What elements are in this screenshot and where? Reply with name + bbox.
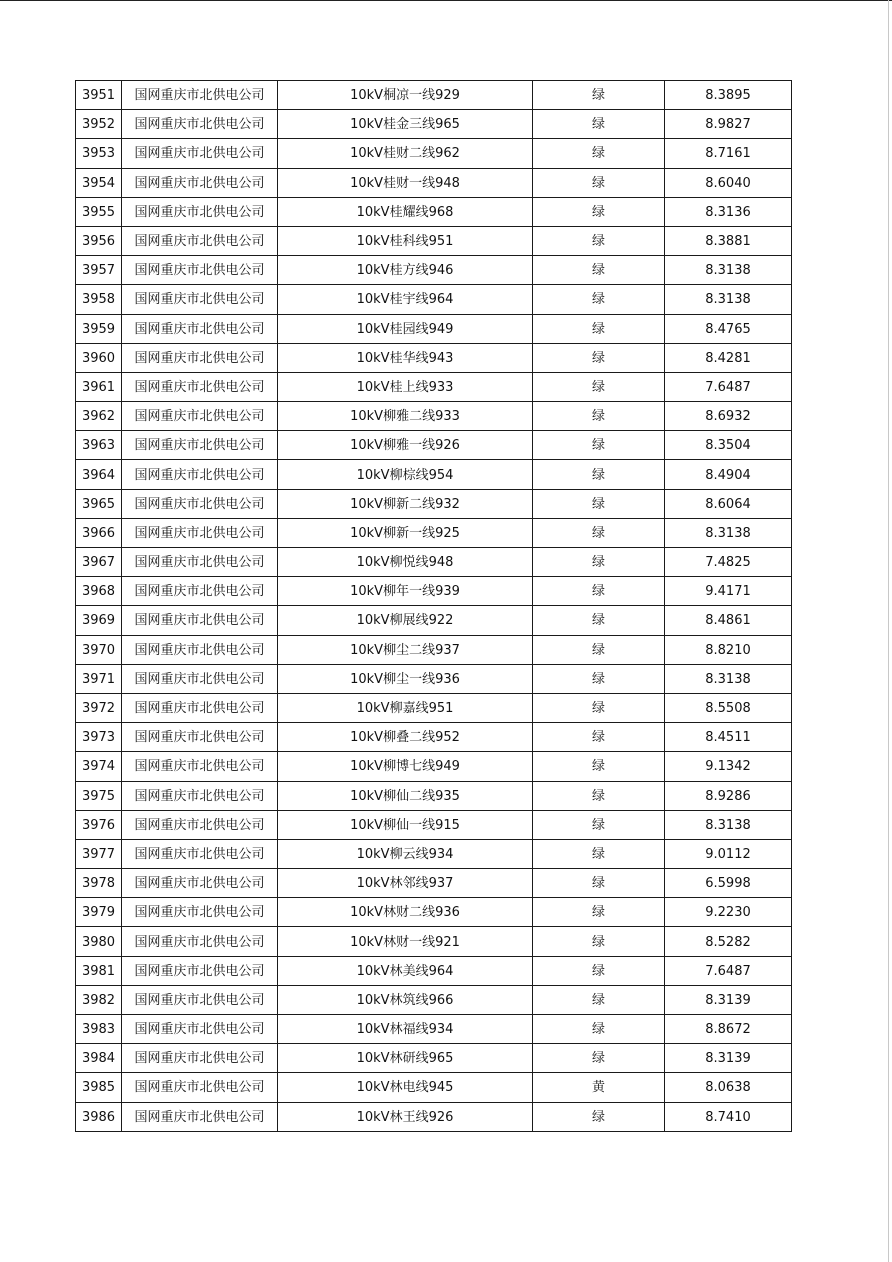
company-cell: 国网重庆市北供电公司 bbox=[122, 723, 278, 752]
feeder-line-cell: 10kV柳新一线925 bbox=[278, 518, 533, 547]
table-row bbox=[76, 927, 792, 956]
feeder-line-cell: 10kV柳新二线932 bbox=[278, 489, 533, 518]
feeder-table bbox=[75, 80, 792, 1132]
feeder-line-cell: 10kV桂华线943 bbox=[278, 343, 533, 372]
table-row bbox=[76, 285, 792, 314]
table-row bbox=[76, 139, 792, 168]
status-cell: 绿 bbox=[533, 431, 665, 460]
feeder-line-cell: 10kV柳尘二线937 bbox=[278, 635, 533, 664]
value-cell: 9.2230 bbox=[665, 898, 792, 927]
status-cell: 绿 bbox=[533, 110, 665, 139]
table-row bbox=[76, 489, 792, 518]
table-row bbox=[76, 693, 792, 722]
value-cell: 8.3136 bbox=[665, 197, 792, 226]
feeder-line-cell: 10kV林王线926 bbox=[278, 1102, 533, 1131]
value-cell: 8.4765 bbox=[665, 314, 792, 343]
table-row bbox=[76, 402, 792, 431]
value-cell: 9.0112 bbox=[665, 839, 792, 868]
table-row bbox=[76, 226, 792, 255]
value-cell: 8.4281 bbox=[665, 343, 792, 372]
table-row bbox=[76, 1073, 792, 1102]
company-cell: 国网重庆市北供电公司 bbox=[122, 1102, 278, 1131]
table-row bbox=[76, 1044, 792, 1073]
feeder-line-cell: 10kV桂上线933 bbox=[278, 372, 533, 401]
feeder-line-cell: 10kV柳展线922 bbox=[278, 606, 533, 635]
status-cell: 绿 bbox=[533, 460, 665, 489]
table-row bbox=[76, 518, 792, 547]
company-cell: 国网重庆市北供电公司 bbox=[122, 635, 278, 664]
table-row bbox=[76, 431, 792, 460]
row-number-cell: 3986 bbox=[76, 1102, 122, 1131]
company-cell: 国网重庆市北供电公司 bbox=[122, 664, 278, 693]
table-row bbox=[76, 168, 792, 197]
row-number-cell: 3966 bbox=[76, 518, 122, 547]
table-row bbox=[76, 606, 792, 635]
status-cell: 绿 bbox=[533, 693, 665, 722]
company-cell: 国网重庆市北供电公司 bbox=[122, 810, 278, 839]
row-number-cell: 3951 bbox=[76, 81, 122, 110]
status-cell: 绿 bbox=[533, 752, 665, 781]
company-cell: 国网重庆市北供电公司 bbox=[122, 139, 278, 168]
feeder-line-cell: 10kV柳云线934 bbox=[278, 839, 533, 868]
row-number-cell: 3956 bbox=[76, 226, 122, 255]
row-number-cell: 3970 bbox=[76, 635, 122, 664]
table-row bbox=[76, 752, 792, 781]
row-number-cell: 3964 bbox=[76, 460, 122, 489]
table-row bbox=[76, 343, 792, 372]
value-cell: 7.4825 bbox=[665, 548, 792, 577]
status-cell: 绿 bbox=[533, 606, 665, 635]
feeder-line-cell: 10kV林美线964 bbox=[278, 956, 533, 985]
feeder-line-cell: 10kV柳博七线949 bbox=[278, 752, 533, 781]
status-cell: 绿 bbox=[533, 927, 665, 956]
company-cell: 国网重庆市北供电公司 bbox=[122, 314, 278, 343]
feeder-line-cell: 10kV柳尘一线936 bbox=[278, 664, 533, 693]
table-row bbox=[76, 810, 792, 839]
value-cell: 8.3895 bbox=[665, 81, 792, 110]
row-number-cell: 3980 bbox=[76, 927, 122, 956]
row-number-cell: 3976 bbox=[76, 810, 122, 839]
company-cell: 国网重庆市北供电公司 bbox=[122, 168, 278, 197]
company-cell: 国网重庆市北供电公司 bbox=[122, 1015, 278, 1044]
feeder-line-cell: 10kV柳悦线948 bbox=[278, 548, 533, 577]
status-cell: 绿 bbox=[533, 314, 665, 343]
feeder-line-cell: 10kV柳叠二线952 bbox=[278, 723, 533, 752]
status-cell: 绿 bbox=[533, 372, 665, 401]
row-number-cell: 3952 bbox=[76, 110, 122, 139]
status-cell: 绿 bbox=[533, 985, 665, 1014]
row-number-cell: 3975 bbox=[76, 781, 122, 810]
status-cell: 绿 bbox=[533, 489, 665, 518]
status-cell: 绿 bbox=[533, 548, 665, 577]
value-cell: 8.3139 bbox=[665, 1044, 792, 1073]
value-cell: 7.6487 bbox=[665, 956, 792, 985]
table-row bbox=[76, 898, 792, 927]
row-number-cell: 3962 bbox=[76, 402, 122, 431]
value-cell: 8.4904 bbox=[665, 460, 792, 489]
company-cell: 国网重庆市北供电公司 bbox=[122, 402, 278, 431]
feeder-line-cell: 10kV林财二线936 bbox=[278, 898, 533, 927]
row-number-cell: 3974 bbox=[76, 752, 122, 781]
company-cell: 国网重庆市北供电公司 bbox=[122, 431, 278, 460]
company-cell: 国网重庆市北供电公司 bbox=[122, 606, 278, 635]
feeder-line-cell: 10kV桂科线951 bbox=[278, 226, 533, 255]
status-cell: 绿 bbox=[533, 81, 665, 110]
row-number-cell: 3971 bbox=[76, 664, 122, 693]
company-cell: 国网重庆市北供电公司 bbox=[122, 898, 278, 927]
row-number-cell: 3982 bbox=[76, 985, 122, 1014]
feeder-line-cell: 10kV林筑线966 bbox=[278, 985, 533, 1014]
row-number-cell: 3981 bbox=[76, 956, 122, 985]
table-row bbox=[76, 781, 792, 810]
feeder-line-cell: 10kV桐凉一线929 bbox=[278, 81, 533, 110]
value-cell: 8.0638 bbox=[665, 1073, 792, 1102]
value-cell: 8.5508 bbox=[665, 693, 792, 722]
row-number-cell: 3965 bbox=[76, 489, 122, 518]
company-cell: 国网重庆市北供电公司 bbox=[122, 781, 278, 810]
company-cell: 国网重庆市北供电公司 bbox=[122, 1073, 278, 1102]
value-cell: 8.7410 bbox=[665, 1102, 792, 1131]
table-row bbox=[76, 664, 792, 693]
company-cell: 国网重庆市北供电公司 bbox=[122, 110, 278, 139]
page-right-rule bbox=[888, 0, 889, 1262]
value-cell: 8.9827 bbox=[665, 110, 792, 139]
status-cell: 绿 bbox=[533, 664, 665, 693]
value-cell: 8.9286 bbox=[665, 781, 792, 810]
row-number-cell: 3968 bbox=[76, 577, 122, 606]
table-row bbox=[76, 110, 792, 139]
company-cell: 国网重庆市北供电公司 bbox=[122, 197, 278, 226]
table-row bbox=[76, 577, 792, 606]
status-cell: 绿 bbox=[533, 1044, 665, 1073]
company-cell: 国网重庆市北供电公司 bbox=[122, 285, 278, 314]
table-row bbox=[76, 956, 792, 985]
status-cell: 绿 bbox=[533, 781, 665, 810]
status-cell: 绿 bbox=[533, 810, 665, 839]
company-cell: 国网重庆市北供电公司 bbox=[122, 372, 278, 401]
row-number-cell: 3967 bbox=[76, 548, 122, 577]
company-cell: 国网重庆市北供电公司 bbox=[122, 577, 278, 606]
feeder-line-cell: 10kV柳雅一线926 bbox=[278, 431, 533, 460]
row-number-cell: 3960 bbox=[76, 343, 122, 372]
feeder-line-cell: 10kV林财一线921 bbox=[278, 927, 533, 956]
status-cell: 绿 bbox=[533, 168, 665, 197]
value-cell: 8.3138 bbox=[665, 285, 792, 314]
status-cell: 黄 bbox=[533, 1073, 665, 1102]
row-number-cell: 3978 bbox=[76, 869, 122, 898]
value-cell: 8.8210 bbox=[665, 635, 792, 664]
table-row bbox=[76, 985, 792, 1014]
feeder-line-cell: 10kV柳棕线954 bbox=[278, 460, 533, 489]
table-row bbox=[76, 723, 792, 752]
value-cell: 8.8672 bbox=[665, 1015, 792, 1044]
status-cell: 绿 bbox=[533, 635, 665, 664]
feeder-line-cell: 10kV桂耀线968 bbox=[278, 197, 533, 226]
value-cell: 8.3881 bbox=[665, 226, 792, 255]
company-cell: 国网重庆市北供电公司 bbox=[122, 927, 278, 956]
company-cell: 国网重庆市北供电公司 bbox=[122, 226, 278, 255]
value-cell: 6.5998 bbox=[665, 869, 792, 898]
company-cell: 国网重庆市北供电公司 bbox=[122, 343, 278, 372]
row-number-cell: 3979 bbox=[76, 898, 122, 927]
row-number-cell: 3973 bbox=[76, 723, 122, 752]
value-cell: 8.6064 bbox=[665, 489, 792, 518]
table-row bbox=[76, 81, 792, 110]
status-cell: 绿 bbox=[533, 577, 665, 606]
value-cell: 7.6487 bbox=[665, 372, 792, 401]
company-cell: 国网重庆市北供电公司 bbox=[122, 839, 278, 868]
feeder-line-cell: 10kV桂财一线948 bbox=[278, 168, 533, 197]
value-cell: 8.3138 bbox=[665, 810, 792, 839]
row-number-cell: 3985 bbox=[76, 1073, 122, 1102]
value-cell: 8.4861 bbox=[665, 606, 792, 635]
row-number-cell: 3983 bbox=[76, 1015, 122, 1044]
feeder-line-cell: 10kV桂金三线965 bbox=[278, 110, 533, 139]
value-cell: 8.6932 bbox=[665, 402, 792, 431]
value-cell: 9.1342 bbox=[665, 752, 792, 781]
feeder-line-cell: 10kV柳仙二线935 bbox=[278, 781, 533, 810]
value-cell: 8.4511 bbox=[665, 723, 792, 752]
status-cell: 绿 bbox=[533, 1102, 665, 1131]
table-row bbox=[76, 869, 792, 898]
status-cell: 绿 bbox=[533, 343, 665, 372]
table-row bbox=[76, 372, 792, 401]
row-number-cell: 3958 bbox=[76, 285, 122, 314]
status-cell: 绿 bbox=[533, 226, 665, 255]
status-cell: 绿 bbox=[533, 285, 665, 314]
company-cell: 国网重庆市北供电公司 bbox=[122, 752, 278, 781]
row-number-cell: 3969 bbox=[76, 606, 122, 635]
row-number-cell: 3953 bbox=[76, 139, 122, 168]
table-row bbox=[76, 197, 792, 226]
status-cell: 绿 bbox=[533, 518, 665, 547]
table-row bbox=[76, 548, 792, 577]
table-row bbox=[76, 839, 792, 868]
feeder-line-cell: 10kV柳嘉线951 bbox=[278, 693, 533, 722]
feeder-line-cell: 10kV桂方线946 bbox=[278, 256, 533, 285]
status-cell: 绿 bbox=[533, 402, 665, 431]
company-cell: 国网重庆市北供电公司 bbox=[122, 81, 278, 110]
company-cell: 国网重庆市北供电公司 bbox=[122, 548, 278, 577]
row-number-cell: 3963 bbox=[76, 431, 122, 460]
table-row bbox=[76, 1102, 792, 1131]
status-cell: 绿 bbox=[533, 869, 665, 898]
feeder-line-cell: 10kV桂财二线962 bbox=[278, 139, 533, 168]
status-cell: 绿 bbox=[533, 723, 665, 752]
value-cell: 8.6040 bbox=[665, 168, 792, 197]
company-cell: 国网重庆市北供电公司 bbox=[122, 956, 278, 985]
table-row bbox=[76, 256, 792, 285]
value-cell: 9.4171 bbox=[665, 577, 792, 606]
value-cell: 8.5282 bbox=[665, 927, 792, 956]
value-cell: 8.3138 bbox=[665, 518, 792, 547]
value-cell: 8.3139 bbox=[665, 985, 792, 1014]
company-cell: 国网重庆市北供电公司 bbox=[122, 1044, 278, 1073]
value-cell: 8.3504 bbox=[665, 431, 792, 460]
company-cell: 国网重庆市北供电公司 bbox=[122, 693, 278, 722]
row-number-cell: 3955 bbox=[76, 197, 122, 226]
feeder-line-cell: 10kV柳仙一线915 bbox=[278, 810, 533, 839]
row-number-cell: 3961 bbox=[76, 372, 122, 401]
feeder-line-cell: 10kV桂宇线964 bbox=[278, 285, 533, 314]
company-cell: 国网重庆市北供电公司 bbox=[122, 869, 278, 898]
feeder-line-cell: 10kV柳年一线939 bbox=[278, 577, 533, 606]
row-number-cell: 3957 bbox=[76, 256, 122, 285]
page-top-rule bbox=[0, 0, 892, 1]
status-cell: 绿 bbox=[533, 898, 665, 927]
status-cell: 绿 bbox=[533, 139, 665, 168]
feeder-line-cell: 10kV林邻线937 bbox=[278, 869, 533, 898]
company-cell: 国网重庆市北供电公司 bbox=[122, 256, 278, 285]
company-cell: 国网重庆市北供电公司 bbox=[122, 489, 278, 518]
company-cell: 国网重庆市北供电公司 bbox=[122, 985, 278, 1014]
feeder-line-cell: 10kV林电线945 bbox=[278, 1073, 533, 1102]
row-number-cell: 3984 bbox=[76, 1044, 122, 1073]
table-row bbox=[76, 314, 792, 343]
status-cell: 绿 bbox=[533, 956, 665, 985]
status-cell: 绿 bbox=[533, 839, 665, 868]
status-cell: 绿 bbox=[533, 197, 665, 226]
row-number-cell: 3954 bbox=[76, 168, 122, 197]
company-cell: 国网重庆市北供电公司 bbox=[122, 518, 278, 547]
value-cell: 8.3138 bbox=[665, 664, 792, 693]
status-cell: 绿 bbox=[533, 256, 665, 285]
table-row bbox=[76, 460, 792, 489]
feeder-line-cell: 10kV林研线965 bbox=[278, 1044, 533, 1073]
table-body bbox=[76, 81, 792, 1132]
status-cell: 绿 bbox=[533, 1015, 665, 1044]
table-row bbox=[76, 1015, 792, 1044]
company-cell: 国网重庆市北供电公司 bbox=[122, 460, 278, 489]
feeder-line-cell: 10kV林福线934 bbox=[278, 1015, 533, 1044]
value-cell: 8.3138 bbox=[665, 256, 792, 285]
value-cell: 8.7161 bbox=[665, 139, 792, 168]
feeder-line-cell: 10kV柳雅二线933 bbox=[278, 402, 533, 431]
feeder-line-cell: 10kV桂园线949 bbox=[278, 314, 533, 343]
table-row bbox=[76, 635, 792, 664]
row-number-cell: 3959 bbox=[76, 314, 122, 343]
row-number-cell: 3977 bbox=[76, 839, 122, 868]
row-number-cell: 3972 bbox=[76, 693, 122, 722]
